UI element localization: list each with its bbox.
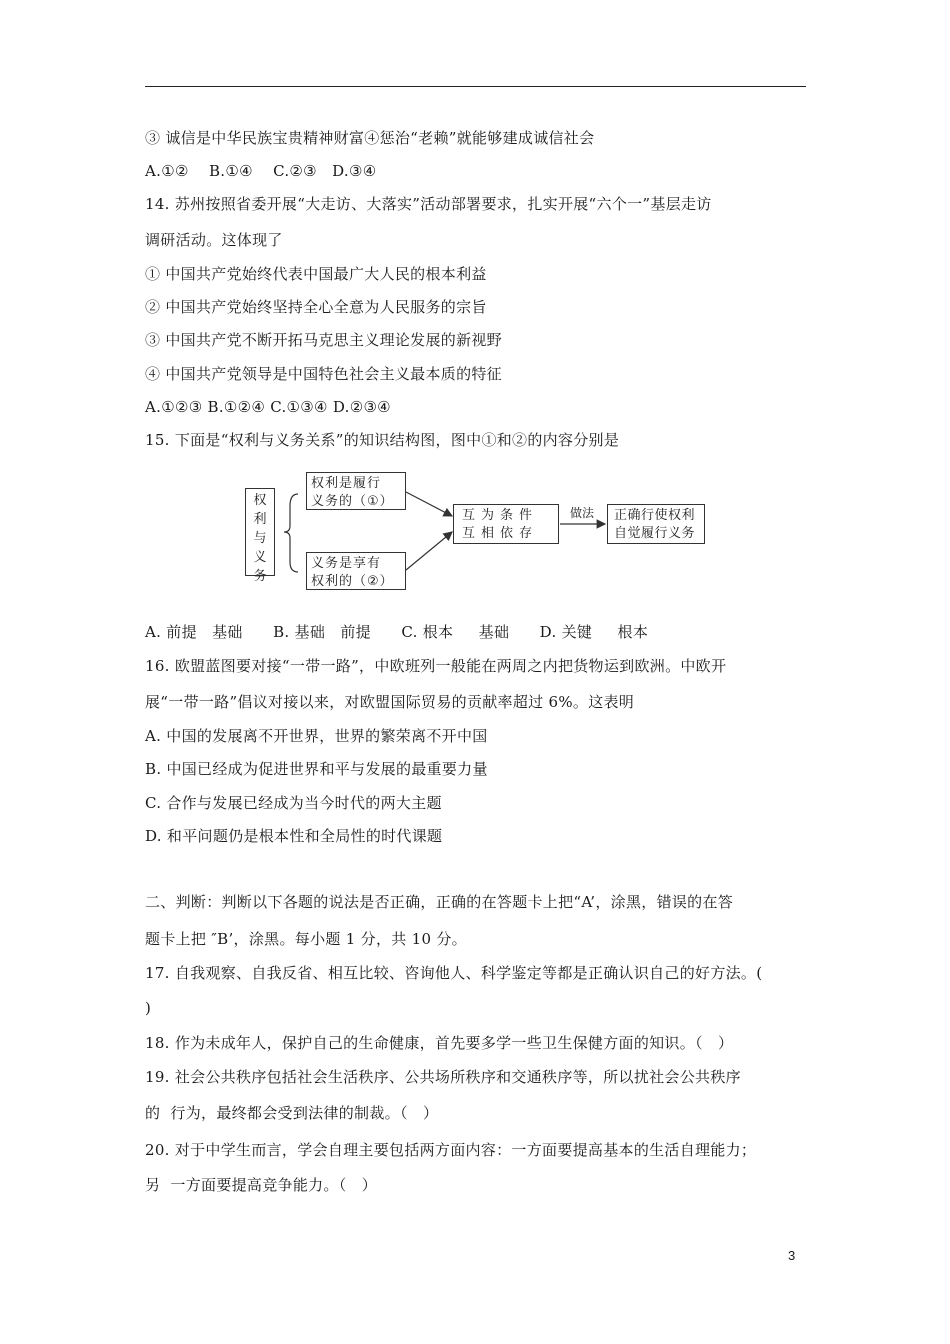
q16-option-c: C. 合作与发展已经成为当今时代的两大主题 — [145, 794, 442, 812]
mutual-condition-box — [453, 504, 559, 544]
rights-box — [306, 472, 406, 510]
q15-answer-choices: A. 前提 基础 B. 基础 前提 C. 根本 基础 D. 关键 根本 — [145, 623, 649, 641]
q13-option-line: ③ 诚信是中华民族宝贵精神财富④惩治“老赖”就能够建成诚信社会 — [145, 129, 595, 147]
q14-option-3: ③ 中国共产党不断开拓马克思主义理论发展的新视野 — [145, 331, 502, 349]
vertical-char: 义 — [253, 550, 267, 565]
rights-box-line: 义务的（①） — [311, 494, 394, 509]
q19-line-1: 19. 社会公共秩序包括社会生活秩序、公共场所秩序和交通秩序等，所以扰社会公共秩序 — [145, 1068, 741, 1086]
rights-duties-diagram — [240, 466, 720, 596]
q16-option-a: A. 中国的发展离不开世界，世界的繁荣离不开中国 — [145, 727, 488, 745]
q18-line: 18. 作为未成年人，保护自己的生命健康，首先要多学一些卫生保健方面的知识。（ ） — [145, 1034, 734, 1052]
q14-option-4: ④ 中国共产党领导是中国特色社会主义最本质的特征 — [145, 365, 502, 383]
arrow-duties — [406, 532, 452, 570]
arrow-rights — [406, 492, 452, 516]
correct-box-line: 自觉履行义务 — [614, 526, 696, 541]
vertical-char: 务 — [253, 569, 267, 584]
brace — [284, 494, 298, 572]
q13-answer-choices: A.①② B.①④ C.②③ D.③④ — [145, 162, 377, 180]
correct-box-line: 正确行使权利 — [614, 508, 696, 523]
q17-line-2: ) — [145, 999, 152, 1017]
q16-stem-line-2: 展“一带一路”倡议对接以来，对欧盟国际贸易的贡献率超过 6%。这表明 — [145, 693, 635, 711]
vertical-char: 与 — [253, 531, 267, 546]
mutual-box-line: 互为条件 — [462, 508, 539, 523]
mutual-box-line: 互相依存 — [462, 526, 539, 541]
q19-line-2: 的 行为，最终都会受到法律的制裁。（ ） — [145, 1104, 439, 1122]
vertical-char: 权 — [253, 493, 267, 508]
rights-duties-box — [245, 488, 275, 584]
method-label: 做法 — [570, 506, 595, 520]
header-rule — [145, 86, 806, 87]
q20-line-1: 20. 对于中学生而言，学会自理主要包括两方面内容：一方面要提高基本的生活自理能力； — [145, 1141, 757, 1159]
q14-stem-line-2: 调研活动。这体现了 — [145, 231, 283, 249]
q17-line-1: 17. 自我观察、自我反省、相互比较、咨询他人、科学鉴定等都是正确认识自己的好方法。( — [145, 964, 763, 982]
q14-option-2: ② 中国共产党始终坚持全心全意为人民服务的宗旨 — [145, 298, 487, 316]
q20-line-2: 另 一方面要提高竞争能力。（ ） — [145, 1176, 378, 1194]
vertical-char: 利 — [253, 512, 267, 527]
correct-exercise-box — [607, 504, 705, 544]
q14-option-1: ① 中国共产党始终代表中国最广大人民的根本利益 — [145, 265, 487, 283]
rights-box-line: 权利是履行 — [311, 476, 382, 491]
section-2-heading-line-1: 二、判断：判断以下各题的说法是否正确，正确的在答题卡上把“A’，涂黑，错误的在答 — [145, 893, 734, 911]
section-2-heading-line-2: 题卡上把 ″B’，涂黑。每小题 1 分，共 10 分。 — [145, 930, 467, 948]
duties-box-line: 义务是享有 — [311, 556, 382, 571]
duties-box — [306, 552, 406, 590]
q14-answer-choices: A.①②③ B.①②④ C.①③④ D.②③④ — [145, 398, 391, 416]
duties-box-line: 权利的（②） — [311, 574, 394, 589]
q15-stem: 15. 下面是“权利与义务关系”的知识结构图，图中①和②的内容分别是 — [145, 431, 620, 449]
q14-stem-line-1: 14. 苏州按照省委开展“大走访、大落实”活动部署要求，扎实开展“六个一”基层走访 — [145, 195, 712, 213]
q16-option-d: D. 和平问题仍是根本性和全局性的时代课题 — [145, 827, 443, 845]
q16-option-b: B. 中国已经成为促进世界和平与发展的最重要力量 — [145, 760, 488, 778]
page-number: 3 — [788, 1248, 796, 1263]
q16-stem-line-1: 16. 欧盟蓝图要对接“一带一路”，中欧班列一般能在两周之内把货物运到欧洲。中欧开 — [145, 657, 727, 675]
